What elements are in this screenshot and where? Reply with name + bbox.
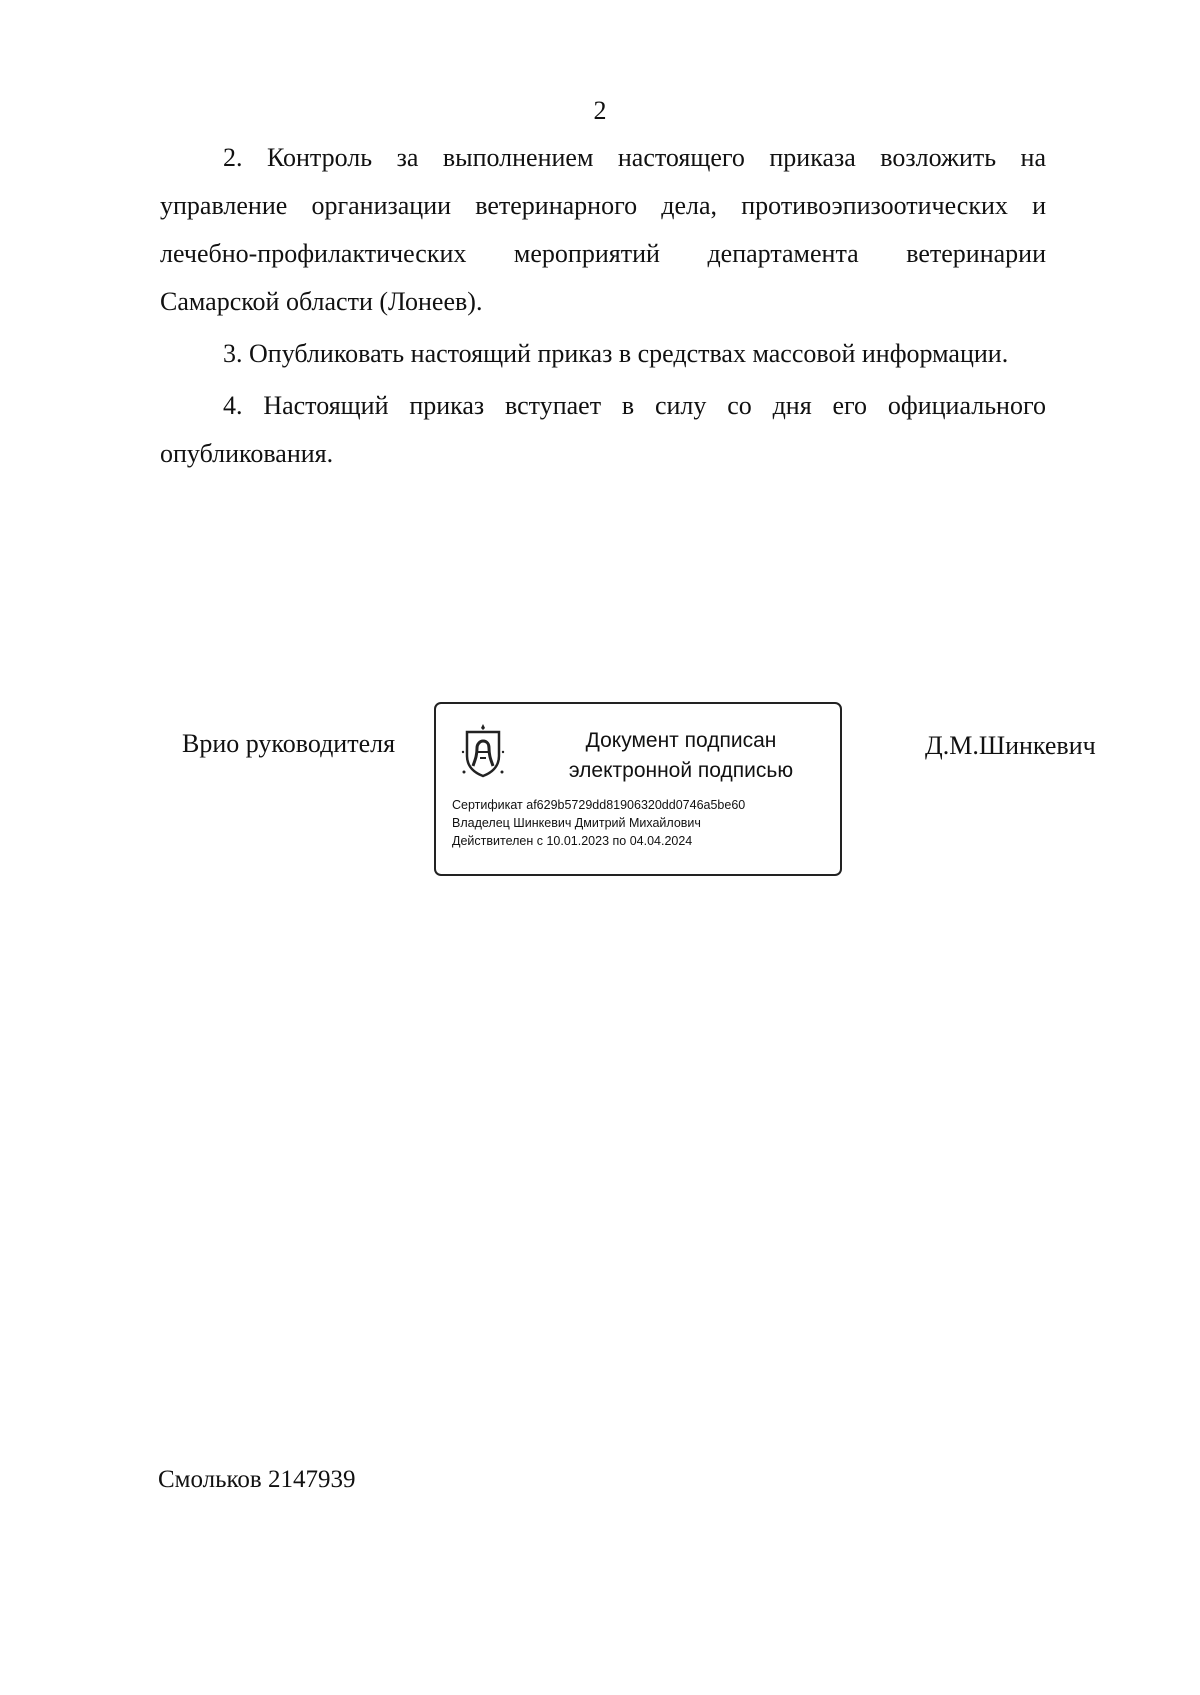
paragraph-4: 4. Настоящий приказ вступает в силу со дня его официального опубликования. <box>160 391 1046 468</box>
samara-coat-of-arms-icon <box>460 722 506 778</box>
stamp-heading <box>546 726 816 786</box>
paragraph-3: 3. Опубликовать настоящий приказ в средствах массовой информации. <box>223 339 1009 368</box>
certificate-validity: Действителен с 10.01.2023 по 04.04.2024 <box>452 834 693 848</box>
certificate-owner: Владелец Шинкевич Дмитрий Михайлович <box>452 816 701 830</box>
certificate-number: Сертификат af629b5729dd81906320dd0746a5be60 <box>452 798 746 812</box>
stamp-heading-line-2: электронной подписью <box>568 759 794 782</box>
stamp-details <box>452 796 832 850</box>
electronic-signature-stamp <box>434 702 842 876</box>
signer-name: Д.М.Шинкевич <box>925 731 1096 760</box>
paragraph-2: 2. Контроль за выполнением настоящего приказа возложить на управление организации ветеринарного дела, противоэпизоотических и лечебно-профилактических мероприятий департамента ветеринарии Самарской области (Лонеев). <box>160 143 1046 316</box>
signer-position: Врио руководителя <box>182 729 396 758</box>
order-body <box>160 134 1046 478</box>
stamp-heading-line-1: Документ подписан <box>585 729 777 752</box>
executor-note: Смольков 2147939 <box>158 1466 356 1493</box>
page-number: 2 <box>593 96 607 125</box>
